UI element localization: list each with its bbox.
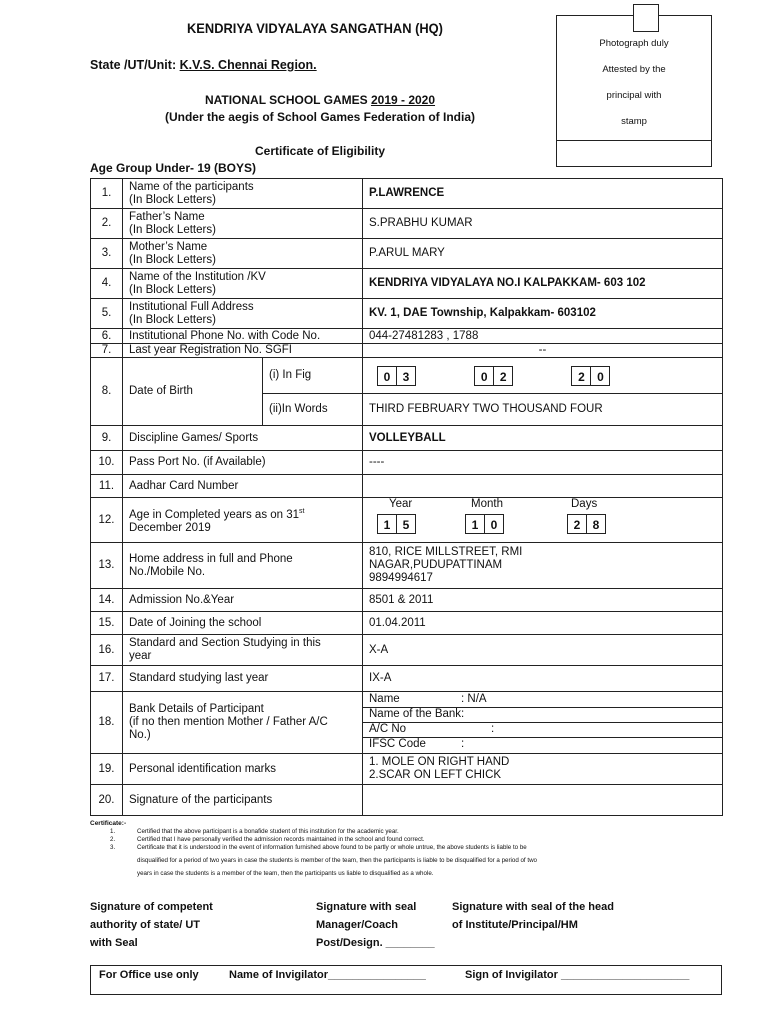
row-number: 5. [91,299,123,329]
age-year-label: Year [389,498,413,510]
table-row [91,692,723,754]
home-address: 810, RICE MILLSTREET, RMI NAGAR,PUDUPATTINAM 9894994617 [363,543,723,589]
photograph-box [556,15,712,167]
table-row [91,269,723,299]
row-label: Admission No.&Year [123,589,363,612]
participant-signature [363,785,723,816]
current-standard: X-A [363,635,723,666]
photo-area [557,16,711,141]
age-years: 1 5 [377,514,415,534]
table-row [91,612,723,635]
row-label: Standard and Section Studying in this year [123,635,363,666]
dob-fig-label: (i) In Fig [263,358,363,394]
row-label: Aadhar Card Number [123,475,363,498]
table-row [91,426,723,451]
row-number: 12. [91,498,123,543]
row-number: 6. [91,329,123,344]
identification-marks: 1. MOLE ON RIGHT HAND 2.SCAR ON LEFT CHICK [363,754,723,785]
row-number: 10. [91,451,123,475]
institution-name: KENDRIYA VIDYALAYA NO.I KALPAKKAM- 603 102 [363,269,723,299]
page-title: KENDRIYA VIDYALAYA SANGATHAN (HQ) [187,20,443,36]
row-label: Bank Details of Participant (if no then mention Mother / Father A/C No.) [123,692,363,754]
bank-name-row: Name : N/A [363,693,722,708]
signature-manager: Signature with seal Manager/Coach Post/Design. ________ [316,901,435,949]
row-label: Date of Birth [123,358,263,426]
state-unit: State /UT/Unit: K.V.S. Chennai Region. [90,58,317,72]
table-row [91,299,723,329]
age-months: 1 0 [465,514,503,534]
row-number: 1. [91,179,123,209]
dob-words: THIRD FEBRUARY TWO THOUSAND FOUR [363,394,723,426]
row-number: 17. [91,666,123,692]
table-row [91,589,723,612]
passport-no: ---- [363,451,723,475]
table-row [91,543,723,589]
age-completed [363,498,723,543]
bank-details [363,692,723,754]
row-label: Personal identification marks [123,754,363,785]
row-number: 20. [91,785,123,816]
table-row [91,635,723,666]
discipline: VOLLEYBALL [363,426,723,451]
table-row [91,329,723,344]
table-row [91,451,723,475]
row-number: 19. [91,754,123,785]
row-number: 4. [91,269,123,299]
row-label: Discipline Games/ Sports [123,426,363,451]
aegis-line: (Under the aegis of School Games Federation of India) [164,110,476,124]
photo-text-3: principal with [606,90,662,101]
row-number: 18. [91,692,123,754]
table-row [91,209,723,239]
dob-year: 2 0 [571,366,609,386]
table-row [91,498,723,543]
signature-authority: Signature of competent authority of state/ UT with Seal [90,901,213,949]
row-label: Pass Port No. (if Available) [123,451,363,475]
photo-text-2: Attested by the [602,64,666,75]
row-number: 16. [91,635,123,666]
row-label: Name of the Institution /KV (In Block Letters) [123,269,363,299]
table-row [91,179,723,209]
mother-name: P.ARUL MARY [363,239,723,269]
photo-text-4: stamp [621,116,647,127]
signature-principal: Signature with seal of the head of Institute/Principal/HM [452,901,614,931]
row-label: Standard studying last year [123,666,363,692]
dob-month: 0 2 [474,366,512,386]
invigilator-sign: Sign of Invigilator _____________________ [465,969,690,981]
age-days-label: Days [571,498,598,510]
dob-words-label: (ii)In Words [263,394,363,426]
row-number: 9. [91,426,123,451]
table-row [91,344,723,358]
aadhar-number [363,475,723,498]
bank-bank-row: Name of the Bank: [363,708,722,723]
row-label: Mother’s Name (In Block Letters) [123,239,363,269]
admission-no: 8501 & 2011 [363,589,723,612]
row-number: 11. [91,475,123,498]
certificate-notes [110,828,710,878]
institution-address: KV. 1, DAE Township, Kalpakkam- 603102 [363,299,723,329]
participant-name: P.LAWRENCE [363,179,723,209]
row-label: Last year Registration No. SGFI [123,344,363,358]
sgfi-registration: -- [363,344,723,358]
row-label: Date of Joining the school [123,612,363,635]
row-label: Signature of the participants [123,785,363,816]
invigilator-name: Name of Invigilator________________ [229,969,426,981]
note-item: 1. Certified that the above participant is a bonafide student of this institution for the academic year. [110,828,399,835]
bank-ifsc-row: IFSC Code : [369,737,465,750]
office-label: For Office use only [99,969,199,981]
row-number: 13. [91,543,123,589]
games-title: NATIONAL SCHOOL GAMES 2019 - 2020 [204,93,436,107]
institution-phone: 044-27481283 , 1788 [363,329,723,344]
table-row [91,754,723,785]
age-group: Age Group Under- 19 (BOYS) [90,161,257,175]
dob-figures [363,358,723,394]
state-value: K.V.S. Chennai Region. [179,58,317,72]
row-number: 3. [91,239,123,269]
certificate-title: Certificate of Eligibility [254,144,386,158]
corner-box [633,4,659,32]
joining-date: 01.04.2011 [363,612,723,635]
dob-day: 0 3 [377,366,415,386]
row-number: 2. [91,209,123,239]
note-item: 3. Certificate that it is understood in the event of information furnished above found to be partly or whole untrue, the above students is liable to be [110,844,527,851]
row-label: Father’s Name (In Block Letters) [123,209,363,239]
office-use-box [90,965,722,995]
row-number: 15. [91,612,123,635]
row-label: Home address in full and Phone No./Mobile No. [123,543,363,589]
table-row [91,785,723,816]
row-label: Institutional Phone No. with Code No. [123,329,363,344]
table-row [91,239,723,269]
certificate-heading: Certificate:- [90,820,127,827]
note-continuation-1: disqualified for a period of two years in case the students is member of the team, then the participants is liable to be disqualified for a period of two [137,857,538,864]
row-number: 14. [91,589,123,612]
note-item: 2. Certified that I have personally verified the admission records maintained in the school and found correct. [110,836,425,843]
row-label: Name of the participants (In Block Letters) [123,179,363,209]
table-row [91,666,723,692]
note-continuation-2: years in case the students is a member of the team, then the participants us liable to disqualified as a whole. [137,870,434,877]
photo-text-1: Photograph duly [599,38,669,49]
age-days: 2 8 [567,514,605,534]
row-number: 7. [91,344,123,358]
row-number: 8. [91,358,123,426]
table-row [91,358,723,394]
father-name: S.PRABHU KUMAR [363,209,723,239]
age-month-label: Month [471,498,503,510]
eligibility-table [90,178,723,816]
table-row [91,475,723,498]
row-label: Institutional Full Address (In Block Letters) [123,299,363,329]
bank-ac-row: A/C No : [363,723,722,738]
last-standard: IX-A [363,666,723,692]
row-label: Age in Completed years as on 31st December 2019 [123,498,363,543]
